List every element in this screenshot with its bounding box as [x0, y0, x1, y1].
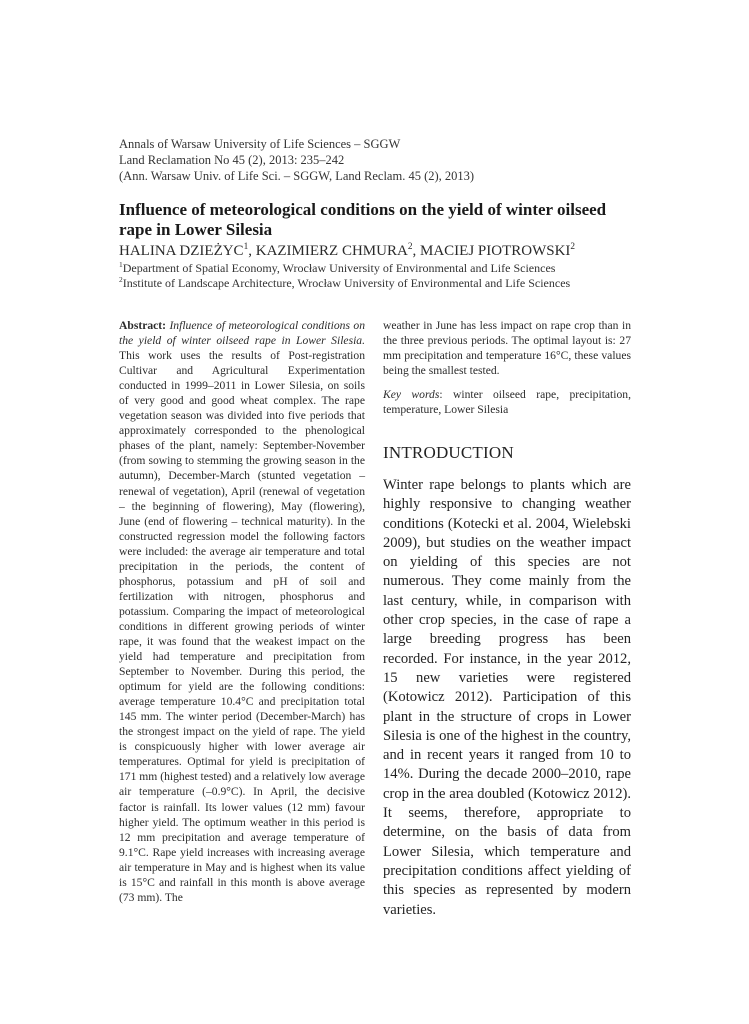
author-list [119, 242, 575, 261]
abstract-column [119, 318, 365, 905]
author-name: , MACIEJ PIOTROWSKI [412, 243, 571, 259]
affiliations [119, 261, 570, 291]
affiliation-2: $^2$Institute of Landscape Architecture, Wrocław University of Environmental and Life Sciences [119, 275, 571, 290]
abstract-label: Abstract: [119, 319, 167, 332]
author-affil-mark: 2 [570, 242, 576, 252]
journal-issue: Land Reclamation No 45 (2), 2013: 235–242 [119, 153, 345, 167]
abstract-title: Influence of meteorological conditions on the yield of winter oilseed rape in Lower Silesia. [119, 319, 365, 348]
introduction-body [383, 476, 631, 920]
author-name: HALINA DZIEŻYC [119, 243, 244, 259]
introduction-heading: INTRODUCTION [383, 443, 514, 462]
author-affil-mark: 1 [243, 242, 249, 252]
right-column-top [383, 318, 631, 417]
abstract-continued: weather in June has less impact on rape crop than in the three previous periods. The optimal layout is: 27 mm precipitation and temperature 16°C, these values being the smallest tested. [383, 319, 631, 378]
journal-header [119, 136, 474, 184]
journal-abbrev: (Ann. Warsaw Univ. of Life Sci. – SGGW, Land Reclam. 45 (2), 2013) [119, 169, 475, 183]
keywords [383, 387, 631, 417]
author-name: , KAZIMIERZ CHMURA [248, 243, 408, 259]
affiliation-1: $^1$Department of Spatial Economy, Wrocław University of Environmental and Life Sciences [119, 260, 556, 275]
abstract [119, 318, 365, 905]
author-affil-mark: 2 [407, 242, 413, 252]
paper-title: Influence of meteorological conditions on the yield of winter oilseed rape in Lower Silesia [119, 200, 607, 239]
keywords-text: : winter oilseed rape, precipitation, temperature, Lower Silesia [383, 388, 631, 417]
keywords-label: Key words [383, 388, 440, 402]
journal-name: Annals of Warsaw University of Life Sciences – SGGW [119, 137, 401, 151]
introduction-paragraph: Winter rape belongs to plants which are highly responsive to changing weather conditions (Kotecki et al. 2004, Wielebski 2009), but studies on the weather impact on yielding of this species are not numerous. They come mainly from the last century, while, in comparison with other crop species, in the case of rape a large breeding progress has been recorded. For instance, in the year 2012, 15 new varieties were registered (Kotowicz 2012). Participation of this plant in the structure of crops in Lower Silesia is one of the highest in the country, and in recent years it ranged from 10 to 14%. During the decade 2000–2010, rape crop in the area doubled (Kotowicz 2012). It seems, therefore, appropriate to determine, on the basis of data from Lower Silesia, which temperature and precipitation conditions affect yielding of this species as represented by modern varieties. [383, 477, 631, 918]
abstract-body: This work uses the results of Post-registration Cultivar and Agricultural Experimentation conducted in 1999–2011 in Lower Silesia, on soils of very good and good wheat complex. The rape vegetation season was divided into five periods that approximately corresponded to the phenological phases of the plant, namely: September-November (from sowing to stemming the growing season in the autumn), December-March (stunted vegetation – renewal of vegetation), April (renewal of vegetation – the beginning of flowering), May (flowering), June (end of flowering – technical maturity). In the constructed regression model the following factors were included: the average air temperature and total precipitation in the periods, the content of phosphorus, potassium and pH of soil and fertilization with nitrogen, phosphorus and potassium. Comparing the impact of meteorological conditions in different growing periods of winter rape, it was found that the weakest impact on the yield had temperature and precipitation from September to November. During this period, the optimum for yield are the following conditions: average temperature 10.4°C and precipitation total 145 mm. The winter period (December-March) has the strongest impact on the yield of rape. The yield is conspicuously higher with lower average air temperatures. Optimal for yield is precipitation of 171 mm (highest tested) and a relatively low average air temperature (–0.9°C). In April, the decisive factor is rainfall. Its lower values (12 mm) favour higher yield. The optimum weather in this period is 12 mm precipitation and average temperature of 9.1°C. Rape yield increases with increasing average air temperature in May and is highest when its value is 15°C and rainfall in this month is above average (73 mm). The [119, 349, 365, 904]
